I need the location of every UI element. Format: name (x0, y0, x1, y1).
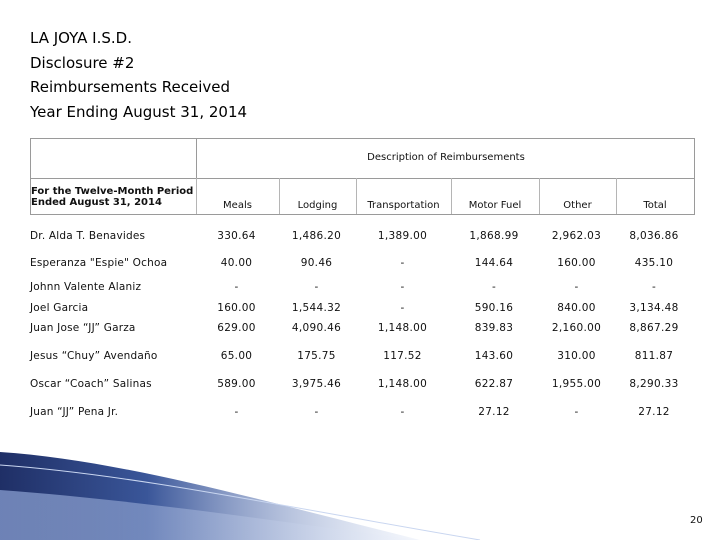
recipient-name: Esperanza "Espie" Ochoa (30, 257, 168, 269)
meals-value: 160.00 (217, 302, 256, 314)
group-header-row (30, 138, 695, 179)
motor-fuel-value: 27.12 (478, 406, 510, 418)
lodging-value: 175.75 (297, 350, 336, 362)
recipient-name: Juan “JJ” Pena Jr. (30, 406, 119, 418)
table-row (30, 350, 695, 364)
table-row (30, 302, 695, 316)
report-period: Year Ending August 31, 2014 (30, 102, 248, 121)
district-name: LA JOYA I.S.D. (30, 29, 132, 47)
recipient-name: Juan Jose “JJ” Garza (30, 322, 136, 334)
lodging-value: 3,975.46 (291, 378, 342, 390)
table-row (30, 281, 695, 295)
transportation-value: 1,148.00 (377, 378, 428, 390)
other-value: 160.00 (557, 257, 596, 269)
recipient-name: Oscar “Coach” Salinas (30, 378, 152, 390)
motor-fuel-value: - (491, 281, 497, 293)
column-header-lodging: Lodging (297, 200, 338, 211)
motor-fuel-value: 144.64 (474, 257, 514, 269)
lodging-value: 1,486.20 (291, 230, 342, 242)
table-row (30, 230, 695, 244)
transportation-value: - (400, 302, 405, 314)
meals-value: 65.00 (220, 350, 253, 362)
recipient-name: Dr. Alda T. Benavides (30, 230, 146, 242)
column-header-transportation: Transportation (367, 200, 440, 211)
meals-value: 629.00 (217, 322, 256, 334)
table-row (30, 257, 695, 271)
other-value: 2,962.03 (551, 230, 602, 242)
reimbursements-table (30, 138, 695, 425)
motor-fuel-value: 1,868.99 (469, 230, 519, 242)
column-header-total: Total (643, 200, 667, 211)
other-value: 840.00 (557, 302, 596, 314)
total-value: 811.87 (634, 350, 674, 362)
lodging-value: - (314, 281, 319, 293)
lodging-value: - (314, 406, 319, 418)
other-value: 1,955.00 (551, 378, 602, 390)
recipient-name: Jesus “Chuy” Avendaño (30, 350, 158, 362)
group-header-label: Description of Reimbursements (367, 152, 525, 163)
total-value: 8,290.33 (629, 378, 679, 390)
total-value: - (651, 281, 657, 293)
total-value: 3,134.48 (629, 302, 679, 314)
motor-fuel-value: 143.60 (474, 350, 514, 362)
lodging-value: 1,544.32 (291, 302, 342, 314)
column-header-other: Other (563, 200, 592, 211)
column-header-row (30, 178, 695, 215)
page-number: 20 (690, 515, 703, 526)
period-label: For the Twelve-Month Period Ended August 31, 2014 (31, 186, 194, 208)
total-value: 8,036.86 (629, 230, 679, 242)
disclosure-number: Disclosure #2 (30, 53, 135, 72)
other-value: 2,160.00 (551, 322, 602, 334)
total-value: 8,867.29 (629, 322, 679, 334)
meals-value: - (234, 281, 239, 293)
table-row (30, 406, 695, 420)
total-value: 435.10 (634, 257, 674, 269)
transportation-value: - (400, 406, 405, 418)
other-value: - (574, 406, 579, 418)
transportation-value: - (400, 281, 405, 293)
table-row (30, 378, 695, 392)
column-header-meals: Meals (223, 200, 252, 211)
table-row (30, 322, 695, 336)
lodging-value: 4,090.46 (291, 322, 342, 334)
motor-fuel-value: 622.87 (474, 378, 514, 390)
transportation-value: - (400, 257, 405, 269)
report-title: Reimbursements Received (30, 78, 231, 96)
other-value: - (574, 281, 579, 293)
lodging-value: 90.46 (300, 257, 333, 269)
transportation-value: 1,148.00 (377, 322, 428, 334)
meals-value: 589.00 (217, 378, 256, 390)
other-value: 310.00 (557, 350, 596, 362)
recipient-name: Johnn Valente Alaniz (30, 281, 142, 293)
transportation-value: 117.52 (383, 350, 422, 362)
motor-fuel-value: 590.16 (474, 302, 514, 314)
meals-value: 330.64 (217, 230, 256, 242)
transportation-value: 1,389.00 (377, 230, 428, 242)
column-header-motor-fuel: Motor Fuel (468, 200, 522, 211)
meals-value: - (234, 406, 239, 418)
decorative-swoosh (0, 430, 720, 540)
total-value: 27.12 (638, 406, 670, 418)
title-block (30, 26, 247, 124)
recipient-name: Joel Garcia (30, 302, 89, 314)
meals-value: 40.00 (220, 257, 253, 269)
motor-fuel-value: 839.83 (474, 322, 514, 334)
